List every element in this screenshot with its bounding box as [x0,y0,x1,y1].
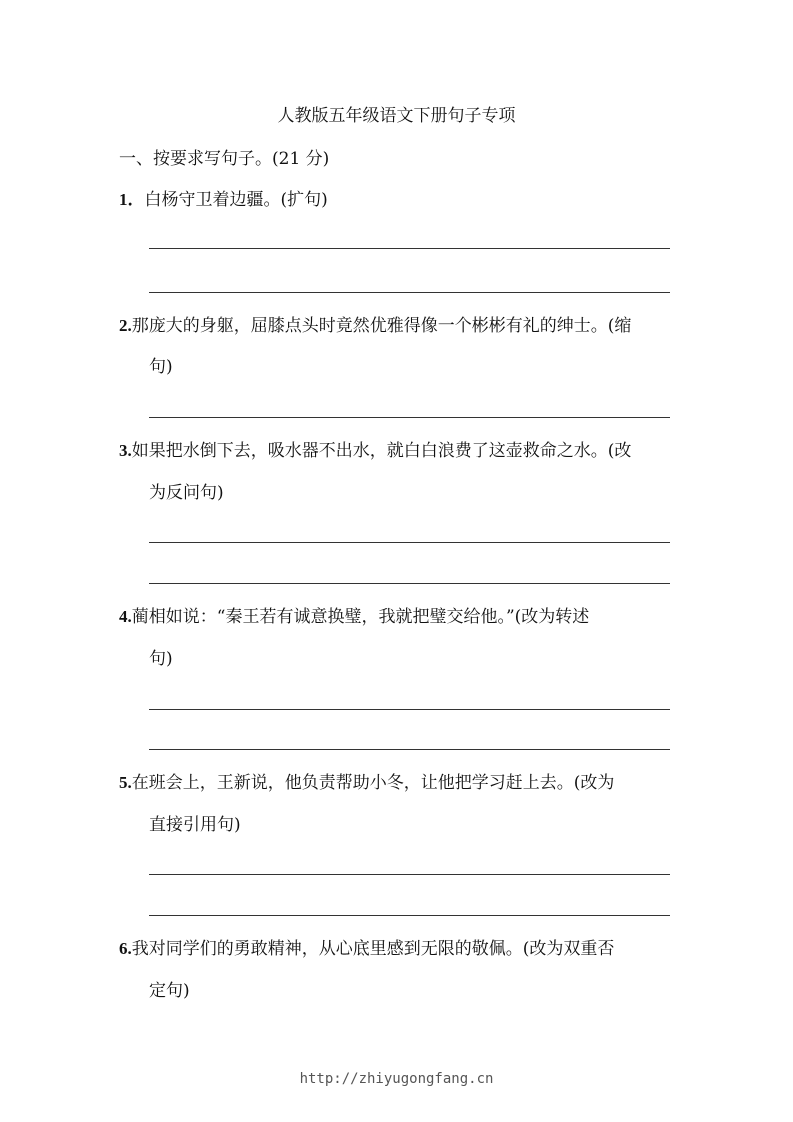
question-6-continuation: 定句) [149,981,190,1001]
question-5 [119,771,614,795]
question-number: 6. [119,939,132,958]
question-4 [119,605,589,629]
footer-url: http://zhiyugongfang.cn [299,1071,494,1087]
question-text: 我对同学们的勇敢精神，从心底里感到无限的敬佩。(改为双重否 [131,939,615,959]
question-3 [119,439,631,463]
worksheet-title: 人教版五年级语文下册句子专项 [277,106,516,126]
question-6 [119,937,614,961]
answer-line[interactable] [149,542,670,543]
question-number: 4. [119,607,132,626]
question-number: 2. [119,316,132,335]
question-text: 那庞大的身躯，屈膝点头时竟然优雅得像一个彬彬有礼的绅士。(缩 [131,316,632,336]
question-text: 如果把水倒下去，吸水器不出水，就白白浪费了这壶救命之水。(改 [131,441,632,461]
answer-line[interactable] [149,248,670,249]
question-number: 1． [119,190,145,209]
answer-line[interactable] [149,874,670,875]
answer-line[interactable] [149,749,670,750]
answer-line[interactable] [149,709,670,710]
question-3-continuation: 为反问句) [149,483,224,503]
question-text: 在班会上，王新说，他负责帮助小冬，让他把学习赶上去。(改为 [131,773,615,793]
answer-line[interactable] [149,417,670,418]
question-number: 5. [119,773,132,792]
question-number: 3. [119,441,132,460]
question-text: 蔺相如说：“秦王若有诚意换璧，我就把璧交给他。”(改为转述 [131,607,590,627]
question-2-continuation: 句) [149,357,173,377]
answer-line[interactable] [149,292,670,293]
answer-line[interactable] [149,583,670,584]
question-1 [119,188,328,212]
question-5-continuation: 直接引用句) [149,815,241,835]
question-text: 白杨守卫着边疆。(扩句) [144,190,328,210]
question-2 [119,314,631,338]
answer-line[interactable] [149,915,670,916]
question-4-continuation: 句) [149,649,173,669]
section-heading: 一、按要求写句子。(21 分) [119,149,330,169]
